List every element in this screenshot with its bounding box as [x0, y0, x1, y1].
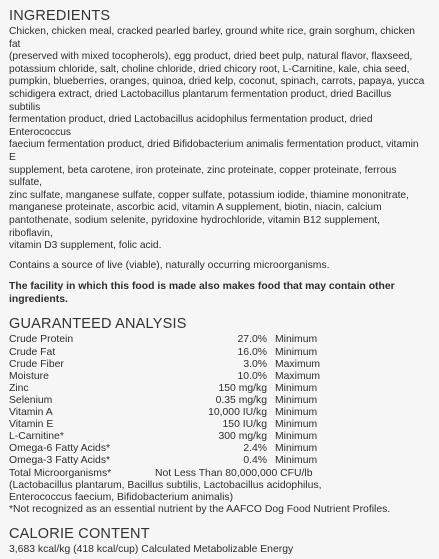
nutrient-amount: 10,000 IU/kg [208, 407, 267, 419]
ingredients-line: Chicken, chicken meal, cracked pearled barley, ground white rice, grain sorghum, chicken fat [9, 26, 415, 50]
nutrient-amount: 150 mg/kg [218, 382, 267, 394]
nutrient-name: Crude Fat [9, 346, 56, 358]
ingredients-list [9, 26, 425, 253]
table-row [9, 359, 320, 371]
nutrient-name: Omega-6 Fatty Acids* [9, 443, 111, 455]
nutrient-basis: Minimum [275, 419, 318, 431]
nutrient-basis: Maximum [275, 370, 321, 382]
ingredients-line: pantothenate, sodium selenite, pyridoxine hydrochloride, vitamin B12 supplement, riboflavin, [9, 214, 380, 239]
live-microorganisms-note: Contains a source of live (viable), naturally occurring microorganisms. [9, 259, 330, 271]
nutrient-name: Crude Fiber [9, 358, 64, 370]
nutrient-name: Crude Protein [9, 334, 74, 346]
analysis-table [9, 334, 320, 479]
facility-note: The facility in which this food is made also makes food that may contain other ingredients. [9, 281, 395, 305]
guaranteed-analysis-section [9, 316, 431, 516]
nutrient-basis: Minimum [275, 382, 318, 394]
table-row [9, 468, 320, 480]
nutrient-basis: Maximum [275, 358, 321, 370]
table-row [9, 334, 320, 346]
table-row [9, 347, 320, 359]
ingredients-line: fermentation product, dried Lactobacillus acidophilus fermentation product, dried Enterococcus [9, 114, 373, 138]
nutrient-name: Selenium [9, 394, 53, 406]
table-row [9, 395, 320, 407]
nutrient-amount: 300 mg/kg [218, 431, 267, 443]
table-row [9, 371, 320, 383]
nutrient-name: Vitamin A [9, 407, 53, 419]
nutrient-amount: 27.0% [237, 334, 267, 346]
table-row [9, 407, 320, 419]
nutrient-basis: Minimum [275, 407, 318, 419]
ingredients-heading: INGREDIENTS [9, 8, 111, 24]
nutrient-name: Vitamin E [9, 419, 54, 431]
table-row [9, 419, 320, 431]
analysis-heading: GUARANTEED ANALYSIS [9, 316, 187, 333]
calorie-heading: CALORIE CONTENT [9, 526, 150, 543]
microorganisms-value: Not Less Than 80,000,000 CFU/lb [155, 467, 313, 479]
table-row [9, 383, 320, 395]
calorie-text: 3,683 kcal/kg (418 kcal/cup) Calculated Metabolizable Energy [9, 544, 294, 556]
nutrient-basis: Minimum [275, 346, 318, 358]
nutrient-name: Moisture [9, 370, 49, 382]
table-row [9, 455, 320, 467]
ingredients-line: faecium fermentation product, dried Bifidobacterium animalis fermentation product, vitamin E [9, 139, 419, 163]
microorganisms-line: (Lactobacillus plantarum, Bacillus subtilis, Lactobacillus acidophilus, [9, 479, 322, 491]
ingredients-line: vitamin D3 supplement, folic acid. [9, 240, 162, 252]
table-row [9, 431, 320, 443]
nutrient-amount: 0.4% [243, 455, 267, 467]
microorganisms-list [9, 480, 431, 504]
nutrient-name: L-Carnitine* [9, 431, 64, 443]
ingredients-line: manganese proteinate, ascorbic acid, vitamin A supplement, biotin, niacin, calcium [9, 202, 382, 214]
ingredients-section [9, 8, 431, 306]
aafco-footnote: *Not recognized as an essential nutrient by the AAFCO Dog Food Nutrient Profiles. [9, 504, 391, 515]
nutrient-basis: Minimum [275, 431, 318, 443]
table-row [9, 443, 320, 455]
nutrient-basis: Minimum [275, 394, 318, 406]
nutrient-amount: 2.4% [243, 443, 267, 455]
nutrient-amount: 0.35 mg/kg [215, 394, 267, 406]
microorganisms-line: Enterococcus faecium, Bifidobacterium animalis) [9, 491, 234, 503]
ingredients-line: potassium chloride, salt, choline chloride, dried chicory root, L-Carnitine, kale, chia seed, [9, 63, 410, 75]
nutrient-name: Omega-3 Fatty Acids* [9, 455, 111, 467]
ingredients-line: supplement, beta carotene, iron proteinate, zinc proteinate, copper proteinate, ferrous sulfate, [9, 164, 397, 189]
ingredients-line: (preserved with mixed tocopherols), egg product, dried beet pulp, natural flavor, flaxseed, [9, 51, 413, 63]
ingredients-line: pumpkin, blueberries, oranges, quinoa, dried kelp, coconut, spinach, carrots, papaya, yucca [9, 76, 425, 88]
nutrient-basis: Minimum [275, 443, 318, 455]
nutrient-amount: 150 IU/kg [222, 419, 267, 431]
nutrient-amount: 3.0% [243, 358, 267, 370]
ingredients-line: schidigera extract, dried Lactobacillus plantarum fermentation product, dried Bacillus subtilis [9, 88, 392, 113]
microorganisms-name: Total Microorganisms* [9, 467, 112, 479]
nutrient-amount: 16.0% [237, 346, 267, 358]
nutrient-basis: Minimum [275, 334, 318, 346]
nutrient-amount: 10.0% [237, 370, 267, 382]
ingredients-line: zinc sulfate, manganese sulfate, copper sulfate, potassium iodide, thiamine mononitrate, [9, 189, 409, 201]
nutrient-basis: Minimum [275, 455, 318, 467]
calorie-section [9, 526, 431, 557]
nutrient-name: Zinc [9, 382, 29, 394]
